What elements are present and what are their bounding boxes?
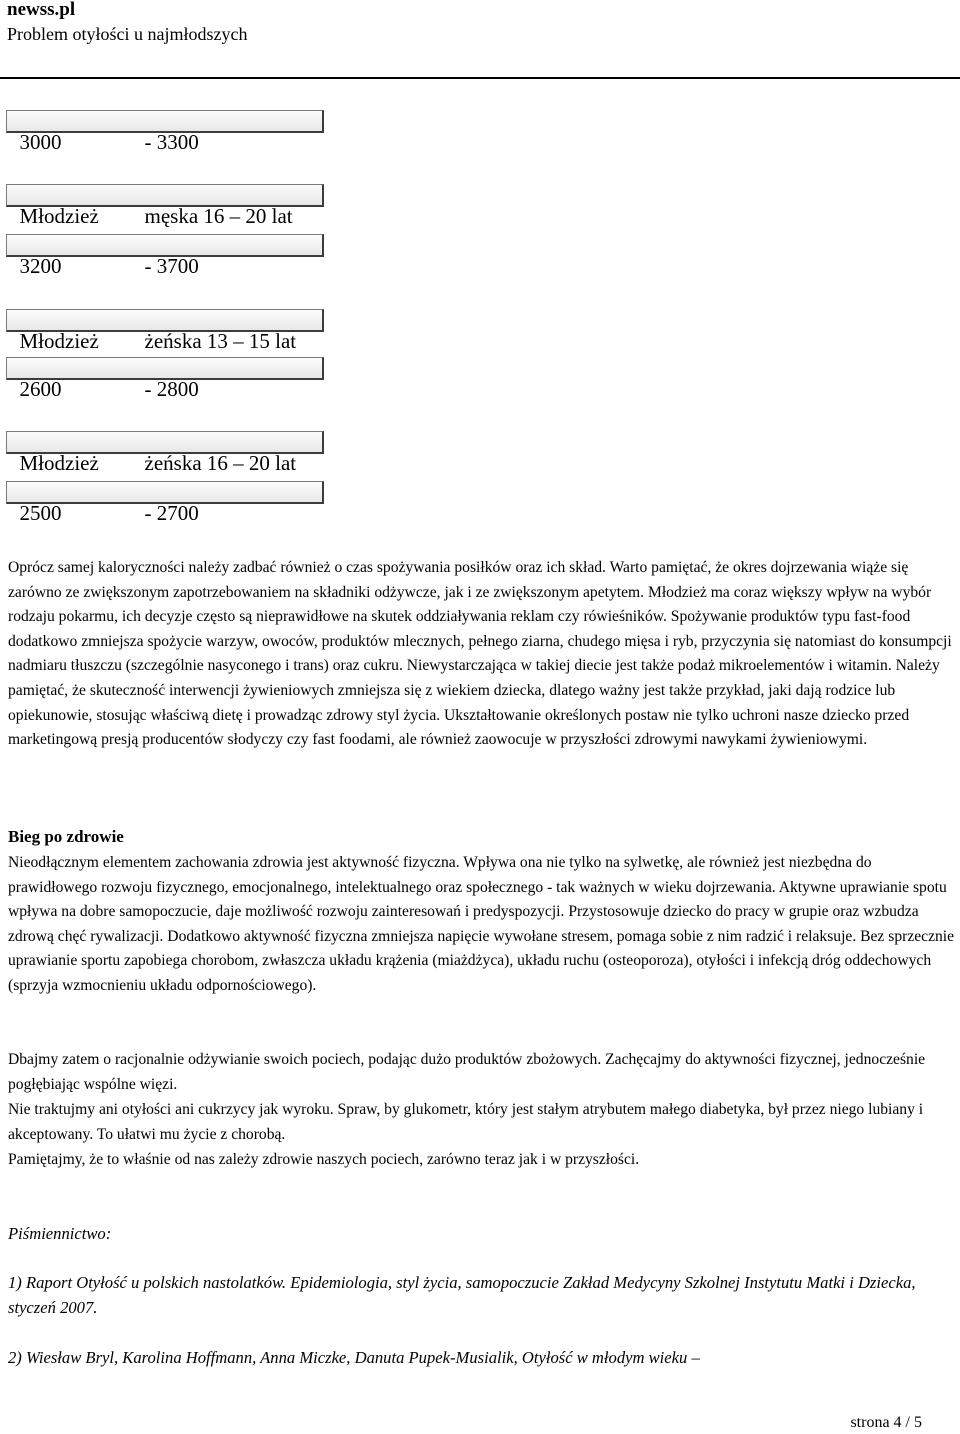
- table-cell: Młodzież: [19, 329, 99, 353]
- table-row: [6, 110, 324, 154]
- page-number: strona 4 / 5: [850, 1414, 922, 1431]
- body-paragraph: Nieodłącznym elementem zachowania zdrowia jest aktywność fizyczna. Wpływa ona nie tylko na sylwetkę, ale również jest niezbędna do prawidłowego rozwoju fizycznego, emocjonalnego, intelektualnego oraz społecznego - tak ważnych w wieku dojrzewania. Aktywne uprawianie spotu wpływa na dobre samopoczucie, daje możliwość rozwoju zainteresowań i predyspozycji. Przystosowuje dziecko do pracy w grupie oraz wzbudza zdrową chęć rywalizacji. Dodatkowo aktywność fizyczna zmniejsza napięcie wywołane stresem, pomaga sobie z nim radzić i relaksuje. Bez sprzecznie uprawianie sportu zapobiega chorobom, zwłaszcza układu krążenia (miażdżyca), układu ruchu (osteoporoza), otyłości i infekcją dróg oddechowych (sprzyja wzmocnieniu układu odpornościowego).: [8, 854, 955, 994]
- header-divider: [0, 77, 960, 79]
- section-heading: Bieg po zdrowie: [8, 827, 124, 846]
- table-cell: Młodzież: [19, 451, 99, 475]
- table-row: [6, 481, 324, 525]
- bibliography-label: Piśmiennictwo:: [8, 1224, 112, 1243]
- table-row: [6, 234, 324, 278]
- site-name: newss.pl: [7, 0, 76, 20]
- body-paragraph: Oprócz samej kaloryczności należy zadbać również o czas spożywania posiłków oraz ich skład. Warto pamiętać, że okres dojrzewania wiąże się zarówno ze zwiększonym zapotrzebowaniem na składniki odżywcze, jak i ze zwiększonym apetytem. Młodzież ma coraz większy wpływ na wybór rodzaju pokarmu, ich decyzje często są nieprawidłowe na skutek oddziaływania reklam czy rówieśników. Spożywanie produktów typu fast-food dodatkowo zmniejsza spożycie warzyw, owoców, produktów mlecznych, pełnego ziarna, chudego mięsa i ryb, przyczynia się natomiast do konsumpcji nadmiaru tłuszczu (szczególnie nasyconego i trans) oraz cukru. Niewystarczająca w takiej diecie jest także podaż mikroelementów i witamin. Należy pamiętać, że skuteczność interwencji żywieniowych zmniejsza się z wiekiem dziecka, dlatego ważny jest także przykład, jaki dają rodzice lub opiekunowie, stosując właściwą dietę i prowadząc zdrowy styl życia. Ukształtowanie określonych postaw nie tylko uchroni nasze dziecko przed marketingową presją producentów słodyczy czy fast foodami, ale również zaowocuje w przyszłości zdrowymi nawykami żywieniowymi.: [8, 559, 952, 749]
- table-row: [6, 431, 324, 475]
- table-cell: 3000: [19, 130, 62, 154]
- table-cell: - 2700: [144, 501, 199, 525]
- bibliography-item: 1) Raport Otyłość u polskich nastolatków. Epidemiologia, styl życia, samopoczucie Zakład Medycyny Szkolnej Instytutu Matki i Dziecka, styczeń 2007.: [8, 1273, 916, 1317]
- table-cell: 2500: [19, 501, 62, 525]
- table-row: [6, 184, 324, 228]
- table-cell: 2600: [19, 377, 62, 401]
- body-paragraph: Pamiętajmy, że to właśnie od nas zależy zdrowie naszych pociech, zarówno teraz jak i w przyszłości.: [8, 1151, 640, 1168]
- table-row: [6, 309, 324, 353]
- article-title: Problem otyłości u najmłodszych: [7, 24, 248, 44]
- table-row: [6, 357, 324, 401]
- table-cell: żeńska 13 – 15 lat: [144, 329, 297, 353]
- body-paragraph: Dbajmy zatem o racjonalnie odżywianie swoich pociech, podając dużo produktów zbożowych. Zachęcajmy do aktywności fizycznej, jednocześnie pogłębiając wspólne więzi.: [8, 1051, 926, 1093]
- table-cell: - 3300: [144, 130, 199, 154]
- bibliography-item: 2) Wiesław Bryl, Karolina Hoffmann, Anna Miczke, Danuta Pupek-Musialik, Otyłość w młodym wieku –: [8, 1348, 700, 1367]
- table-cell: męska 16 – 20 lat: [144, 204, 293, 228]
- table-cell: Młodzież: [19, 204, 99, 228]
- body-paragraph: Nie traktujmy ani otyłości ani cukrzycy jak wyroku. Spraw, by glukometr, który jest stałym atrybutem małego diabetyka, był przez niego lubiany i akceptowany. To ułatwi mu życie z chorobą.: [8, 1101, 924, 1143]
- table-cell: - 2800: [144, 377, 199, 401]
- table-cell: - 3700: [144, 254, 199, 278]
- table-cell: 3200: [19, 254, 62, 278]
- table-cell: żeńska 16 – 20 lat: [144, 451, 297, 475]
